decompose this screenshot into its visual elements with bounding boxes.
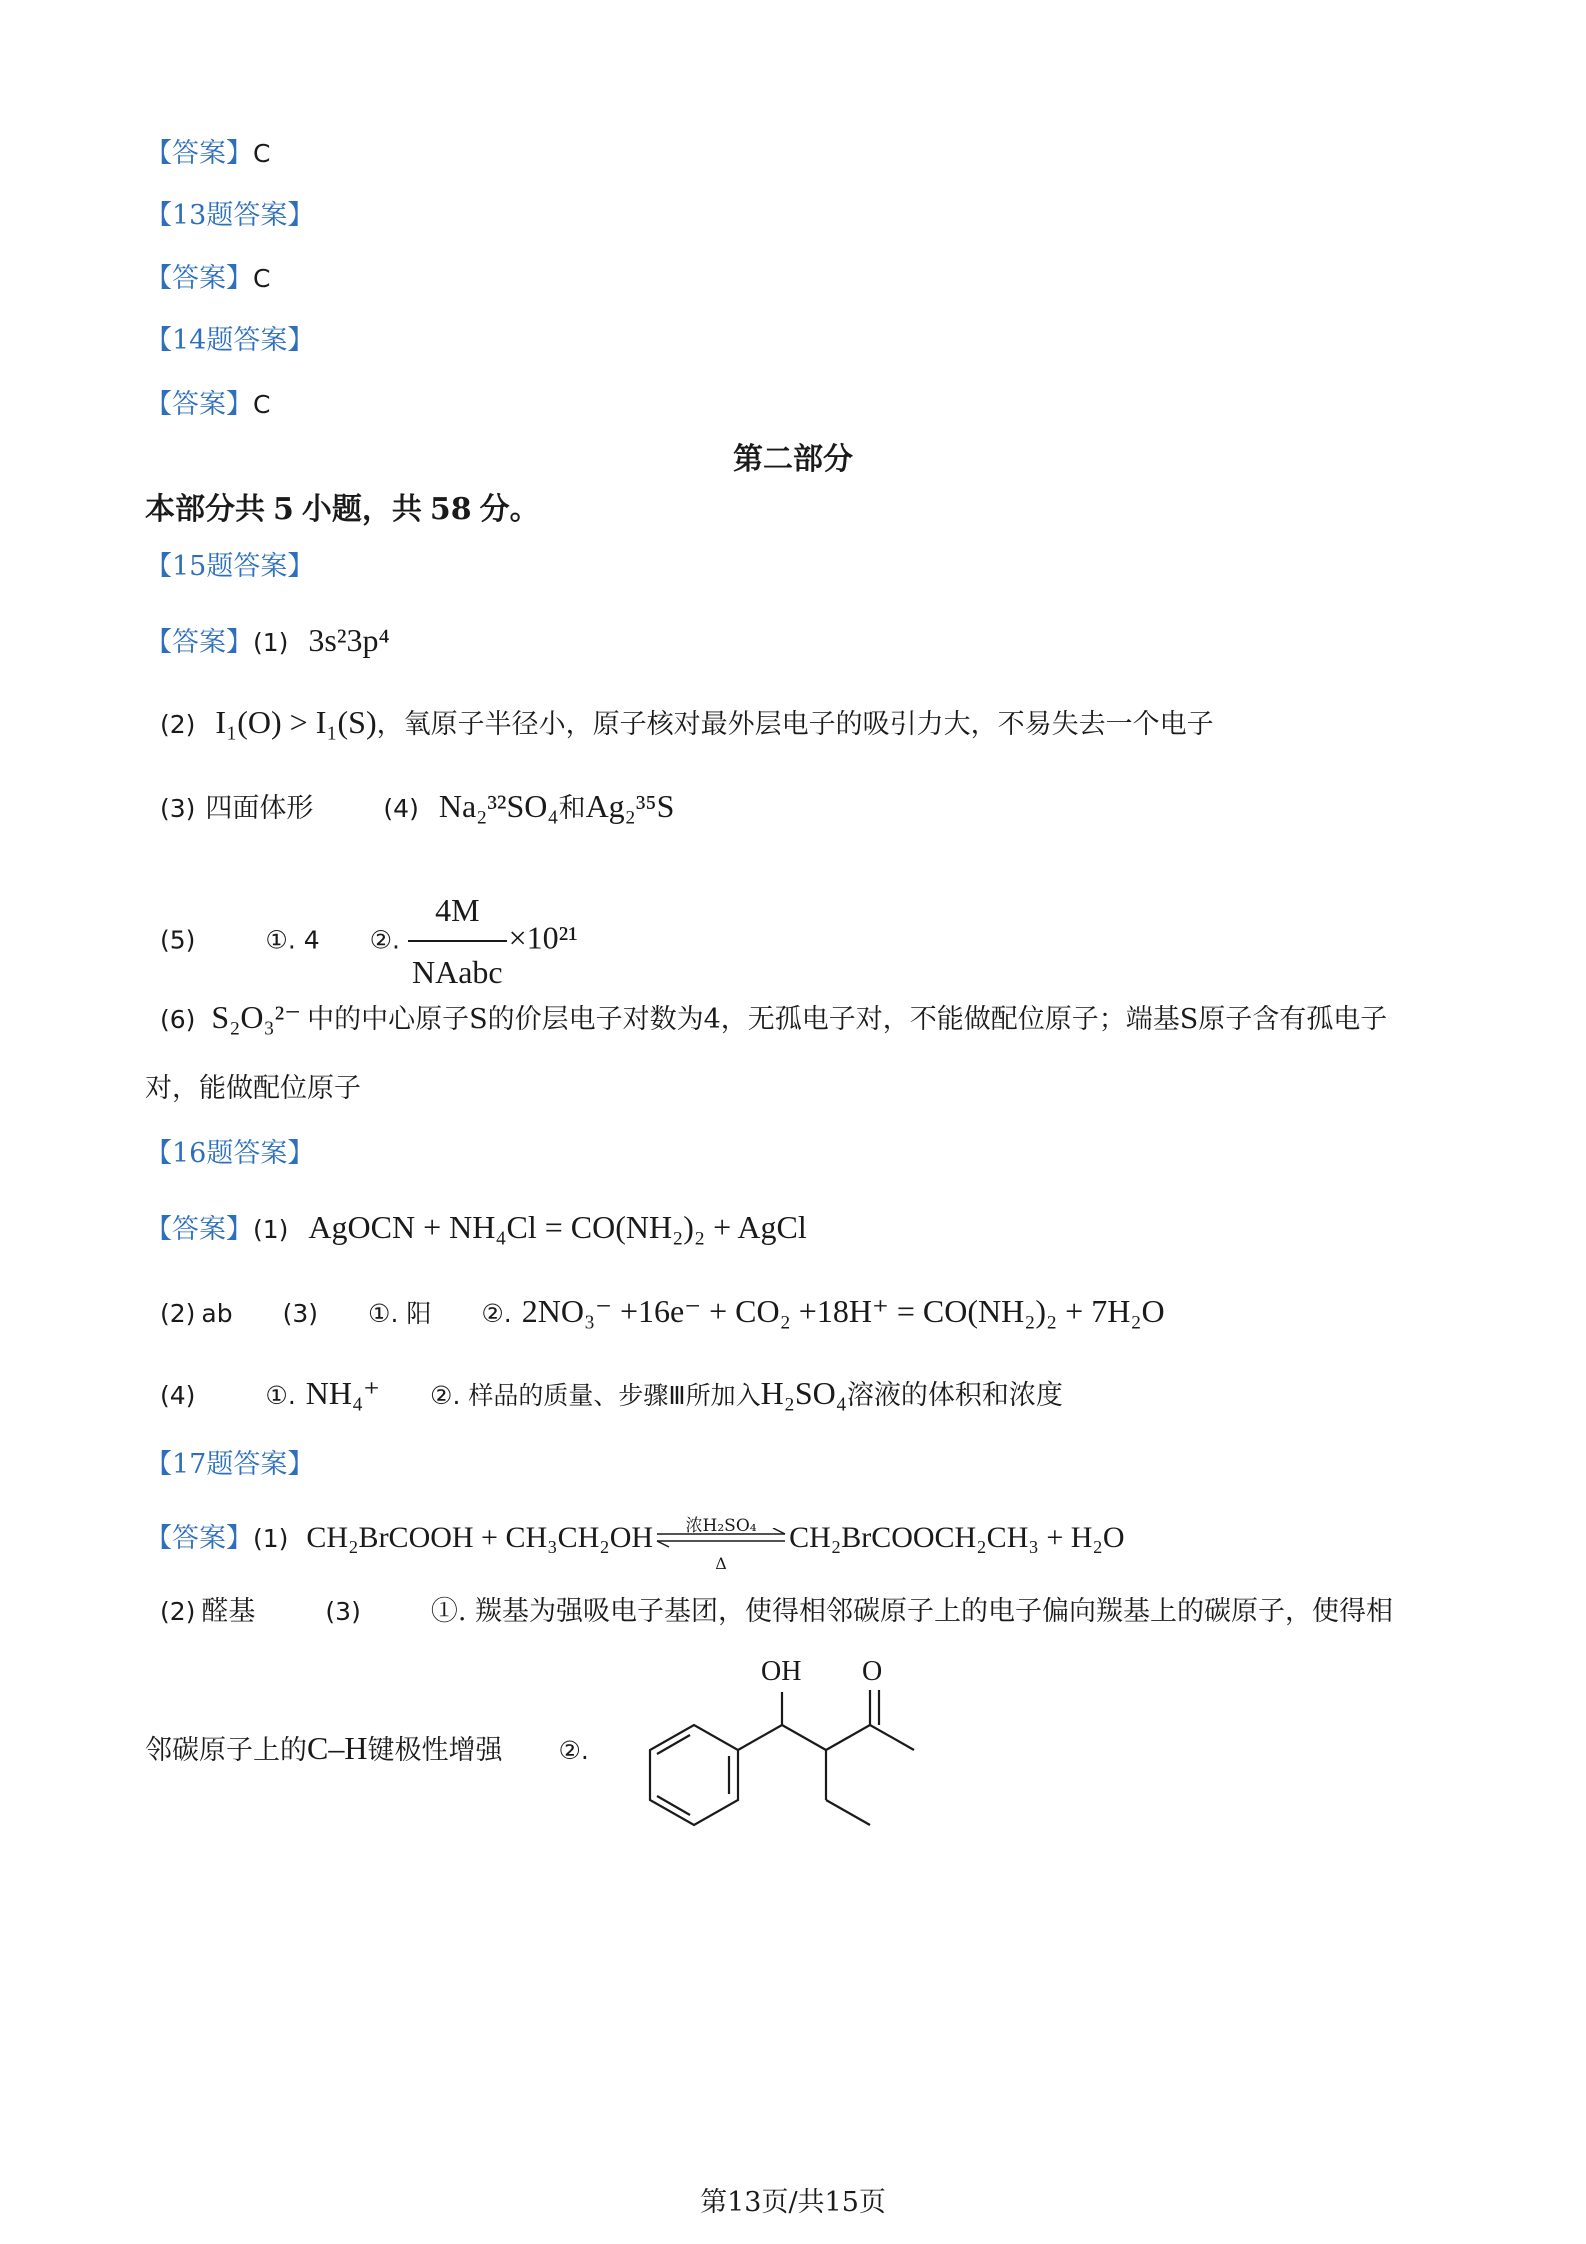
part-number: (2) [160, 1299, 196, 1328]
sub-answer-2-label: ②. [369, 925, 400, 955]
fraction-denominator: NAabc [412, 954, 503, 990]
sub-answer-1: ①. 阳 [368, 1299, 432, 1328]
q16-part-4 [160, 1373, 1063, 1416]
fraction-numerator: 4M [408, 880, 507, 942]
part-number: (4) [383, 794, 419, 823]
arrow-condition-catalyst: 浓H₂SO₄ [685, 1515, 757, 1536]
page-footer: 第13页/共15页 [700, 2187, 886, 2218]
section-desc-a: 本部分共 [145, 492, 265, 527]
section-description [145, 490, 540, 530]
reaction-products: CH₂BrCOOCH₂CH₃ + H₂O [789, 1521, 1125, 1554]
answer-label: 【答案】 [145, 1523, 253, 1554]
formula-b: Ag₂³⁵S [585, 788, 675, 824]
sub-answer-1: ①. 4 [265, 925, 320, 955]
q15-part-2 [160, 702, 1214, 745]
carbonyl-oxygen-label: O [862, 1656, 883, 1687]
arrow-condition-heat: Δ [715, 1553, 727, 1573]
reversible-arrow [653, 1515, 789, 1573]
question-16-header: 【16题答案】 [145, 1138, 315, 1169]
answer-value: C [253, 139, 271, 168]
sub-answer-1-label: ①. [265, 1381, 296, 1410]
part-number: (1) [253, 1215, 289, 1244]
thiosulfate-ion: S₂O₃²⁻ [211, 999, 302, 1035]
part-answer: 醛基 [201, 1596, 256, 1627]
section-desc-score: 58 [429, 492, 472, 527]
part-number: (1) [253, 628, 289, 657]
sulfuric-acid: H₂SO₄ [760, 1375, 847, 1411]
sub-answer-2-label: ②. [558, 1736, 589, 1765]
conjunction: 和 [558, 793, 586, 824]
q16-part-1 [145, 1207, 807, 1250]
part-text: 中的中心原子S的价层电子对数为4，无孤电子对，不能做配位原子；端基S原子含有孤电子 [307, 1004, 1388, 1035]
part-answer: 四面体形 [205, 793, 314, 824]
part-text: 邻碳原子上的 [145, 1735, 307, 1766]
part-number: (4) [160, 1381, 196, 1410]
hydroxyl-label: OH [761, 1656, 802, 1687]
answer-label: 【答案】 [145, 389, 253, 420]
answer-line-14 [145, 385, 270, 425]
q15-part-6-cont: 对，能做配位原子 [145, 1073, 361, 1104]
backbone-bond [782, 1725, 826, 1750]
part-text: 键极性增强 [367, 1735, 503, 1766]
q15-part-5 [160, 880, 578, 1002]
answer-value: C [253, 264, 271, 293]
answer-line-13 [145, 259, 270, 299]
formula-a: Na₂³²SO₄ [438, 788, 559, 824]
question-15-header: 【15题答案】 [145, 551, 315, 582]
ring-to-carbinol-bond [738, 1725, 782, 1750]
part-number: (3) [160, 794, 196, 823]
part-number: (2) [160, 710, 196, 739]
density-fraction [408, 880, 507, 1002]
question-13-header: 【13题答案】 [145, 200, 315, 231]
part-answer: ab [201, 1299, 233, 1328]
part-number: (1) [253, 1524, 289, 1553]
answer-label: 【答案】 [145, 138, 253, 169]
section-title: 第二部分 [733, 442, 853, 477]
electrode-equation: 2NO₃⁻ +16e⁻ + CO₂ +18H⁺ = CO(NH₂)₂ + 7H₂O [521, 1293, 1165, 1329]
skeletal-structure [630, 1650, 930, 1850]
section-desc-c: 分。 [479, 492, 540, 527]
ammonium-ion: NH₄⁺ [305, 1375, 381, 1411]
methyl-bond [870, 1725, 914, 1750]
part-number: (5) [160, 925, 196, 955]
section-desc-b: 小题，共 [301, 492, 422, 527]
benzene-ring-icon [650, 1725, 738, 1825]
answer-line-12 [145, 134, 270, 174]
q15-part-3-4 [160, 786, 674, 829]
sub-answer-2: ②. 样品的质量、步骤Ⅲ所加入 [430, 1381, 761, 1410]
part-number: (3) [282, 1299, 319, 1328]
reaction-reactants: CH₂BrCOOH + CH₃CH₂OH [306, 1521, 654, 1554]
multiplier: ×10²¹ [508, 919, 578, 956]
bond-label: C–H [307, 1730, 368, 1766]
section-desc-count: 5 [273, 492, 294, 527]
q17-part-2-3 [160, 1592, 1393, 1632]
q16-part-2-3 [160, 1291, 1165, 1334]
question-14-header: 【14题答案】 [145, 325, 315, 356]
sub-answer-1: ①. 羰基为强吸电子基团，使得相邻碳原子上的电子偏向羰基上的碳原子，使得相 [430, 1596, 1394, 1627]
answer-label: 【答案】 [145, 263, 253, 294]
part-number: (3) [325, 1597, 361, 1626]
answer-label: 【答案】 [145, 1214, 253, 1245]
sub-answer-2-label: ②. [481, 1299, 512, 1328]
q17-part-1 [145, 1515, 1125, 1573]
q15-part-1 [145, 620, 390, 663]
reaction-equation: AgOCN + NH₄Cl = CO(NH₂)₂ + AgCl [308, 1209, 807, 1245]
part-number: (6) [160, 1005, 196, 1034]
answer-value: C [253, 390, 271, 419]
ethyl-bond [826, 1800, 870, 1825]
part-number: (2) [160, 1597, 196, 1626]
molecule-bonds [650, 1690, 914, 1825]
q15-part-6 [160, 997, 1387, 1040]
part-text: ，氧原子半径小，原子核对最外层电子的吸引力大，不易失去一个电子 [376, 709, 1214, 740]
electron-configuration: 3s²3p⁴ [308, 622, 390, 658]
question-17-header: 【17题答案】 [145, 1449, 315, 1480]
part-text: 溶液的体积和浓度 [846, 1380, 1063, 1411]
answer-label: 【答案】 [145, 627, 253, 658]
ionization-expression: I₁(O) > I₁(S) [215, 704, 377, 740]
backbone-bond [826, 1725, 870, 1750]
q17-part-3-cont [145, 1728, 589, 1771]
